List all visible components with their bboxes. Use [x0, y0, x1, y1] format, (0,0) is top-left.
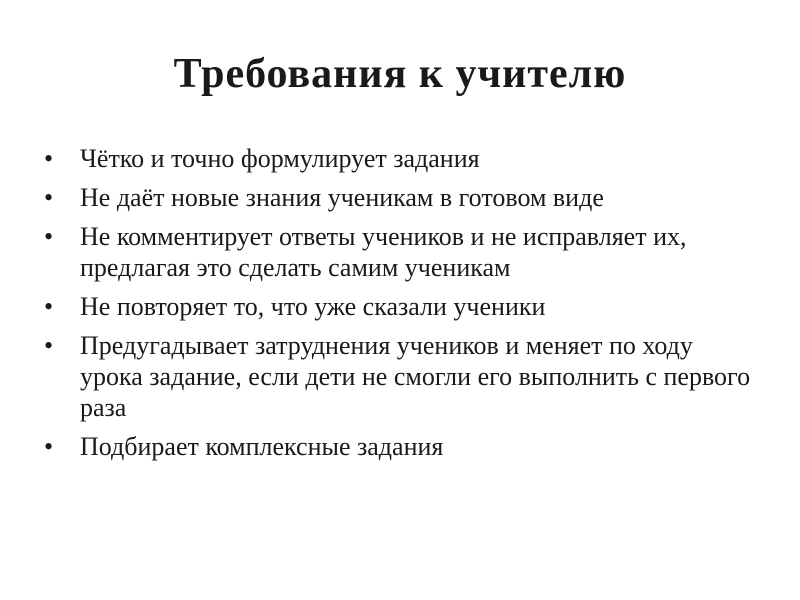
bullet-item: [44, 431, 754, 462]
bullet-text: Не даёт новые знания ученикам в готовом виде: [80, 183, 604, 212]
bullet-text: Не комментирует ответы учеников и не исправляет их, предлагая это сделать самим ученикам: [80, 222, 687, 282]
bullet-text: Предугадывает затруднения учеников и меняет по ходу урока задание, если дети не смогли его выполнить с первого раза: [80, 331, 751, 422]
bullet-item: [44, 221, 754, 283]
bullet-text: Чётко и точно формулирует задания: [80, 144, 480, 173]
bullet-dot-icon: •: [44, 144, 54, 173]
bullet-dot-icon: •: [44, 432, 54, 461]
bullet-dot-icon: •: [44, 222, 54, 251]
bullet-item: [44, 291, 754, 322]
bullet-dot-icon: •: [44, 183, 54, 212]
slide-title: Требования к учителю: [173, 51, 627, 97]
bullet-dot-icon: •: [44, 292, 54, 321]
bullet-text: Не повторяет то, что уже сказали ученики: [80, 292, 546, 321]
bullet-list: [44, 143, 754, 470]
bullet-item: [44, 182, 754, 213]
bullet-item: [44, 143, 754, 174]
bullet-item: [44, 330, 754, 423]
bullet-text: Подбирает комплексные задания: [80, 432, 444, 461]
bullet-dot-icon: •: [44, 331, 54, 360]
